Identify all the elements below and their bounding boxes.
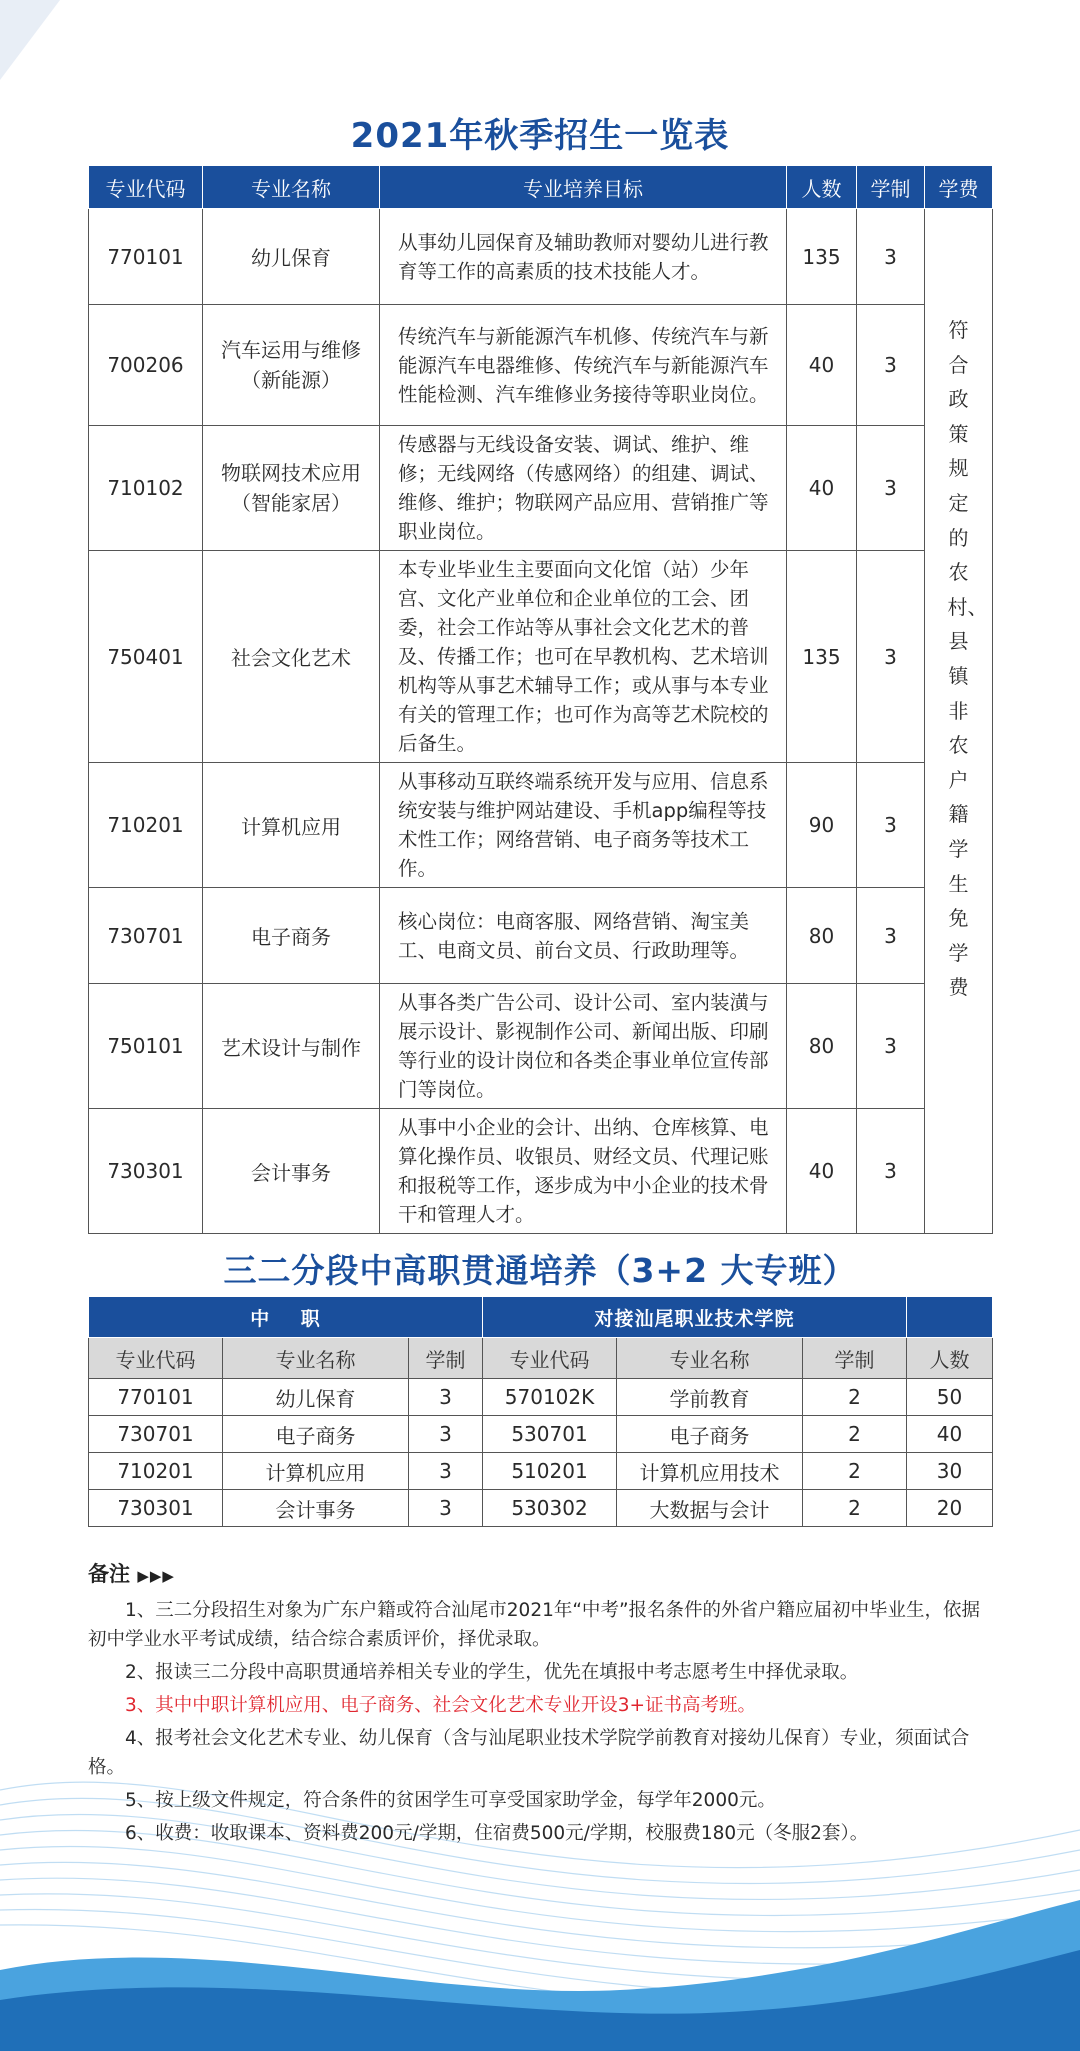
cell: 510201: [483, 1453, 617, 1490]
notes-heading: [88, 1558, 992, 1588]
cell: 3: [409, 1379, 483, 1416]
header-college-code: 专业代码: [483, 1338, 617, 1379]
cell: 3: [409, 1490, 483, 1527]
table-row: [89, 888, 993, 984]
major-count: 80: [787, 984, 857, 1109]
cell: 计算机应用技术: [617, 1453, 803, 1490]
major-count: 40: [787, 1109, 857, 1234]
major-count: 135: [787, 551, 857, 763]
cell: 730301: [89, 1490, 223, 1527]
major-years: 3: [857, 763, 925, 888]
cell: 570102K: [483, 1379, 617, 1416]
major-count: 80: [787, 888, 857, 984]
cell: 2: [803, 1490, 907, 1527]
fee-policy-cell: [925, 209, 993, 1234]
major-years: 3: [857, 888, 925, 984]
major-years: 3: [857, 984, 925, 1109]
group-blank: [907, 1297, 993, 1338]
major-code: 730701: [89, 888, 203, 984]
major-code: 700206: [89, 305, 203, 426]
note-item-1: 1、三二分段招生对象为广东户籍或符合汕尾市2021年“中考”报名条件的外省户籍应届初中毕业生，依据初中学业水平考试成绩，结合综合素质评价，择优录取。: [88, 1600, 981, 1650]
major-name: 艺术设计与制作: [203, 984, 380, 1109]
enrollment-table: [88, 165, 993, 1234]
table-row: [89, 209, 993, 305]
major-goal: 从事移动互联终端系统开发与应用、信息系统安装与维护网站建设、手机app编程等技术性工作；网络营销、电子商务等技术工作。: [380, 763, 787, 888]
major-count: 40: [787, 426, 857, 551]
major-code: 770101: [89, 209, 203, 305]
notes-title: 备注: [88, 1562, 130, 1586]
cell: 730701: [89, 1416, 223, 1453]
header-count: 人数: [787, 166, 857, 209]
major-years: 3: [857, 426, 925, 551]
major-code: 730301: [89, 1109, 203, 1234]
table-row: [89, 1109, 993, 1234]
major-code: 710102: [89, 426, 203, 551]
table-row: [89, 551, 993, 763]
table-row: [89, 426, 993, 551]
major-code: 710201: [89, 763, 203, 888]
header-college-years: 学制: [803, 1338, 907, 1379]
major-code: 750401: [89, 551, 203, 763]
enrollment-table-header: [89, 166, 993, 209]
header-college-name: 专业名称: [617, 1338, 803, 1379]
major-name: 汽车运用与维修（新能源）: [203, 305, 380, 426]
three-two-program-table: [88, 1296, 993, 1527]
note-item-3: 3、其中中职计算机应用、电子商务、社会文化艺术专业开设3+证书高考班。: [125, 1695, 757, 1716]
table-row: [89, 1416, 993, 1453]
notes-section: [88, 1558, 992, 1852]
major-goal: 从事中小企业的会计、出纳、仓库核算、电算化操作员、收银员、财经文员、代理记账和报税等工作，逐步成为中小企业的技术骨干和管理人才。: [380, 1109, 787, 1234]
cell: 40: [907, 1416, 993, 1453]
header-code: 专业代码: [89, 1338, 223, 1379]
cell: 2: [803, 1416, 907, 1453]
major-code: 750101: [89, 984, 203, 1109]
header-fee: 学费: [925, 166, 993, 209]
major-count: 90: [787, 763, 857, 888]
cell: 大数据与会计: [617, 1490, 803, 1527]
major-name: 社会文化艺术: [203, 551, 380, 763]
major-count: 40: [787, 305, 857, 426]
cell: 770101: [89, 1379, 223, 1416]
sub-header-row: [89, 1338, 993, 1379]
page-title: 2021年秋季招生一览表: [350, 116, 730, 156]
major-goal: 核心岗位：电商客服、网络营销、淘宝美工、电商文员、前台文员、行政助理等。: [380, 888, 787, 984]
cell: 会计事务: [223, 1490, 409, 1527]
major-years: 3: [857, 1109, 925, 1234]
cell: 530302: [483, 1490, 617, 1527]
major-name: 会计事务: [203, 1109, 380, 1234]
cell: 2: [803, 1453, 907, 1490]
cell: 电子商务: [617, 1416, 803, 1453]
major-name: 幼儿保育: [203, 209, 380, 305]
header-years: 学制: [857, 166, 925, 209]
major-goal: 传感器与无线设备安装、调试、维护、维修；无线网络（传感网络）的组建、调试、维修、维护；物联网产品应用、营销推广等职业岗位。: [380, 426, 787, 551]
table-row: [89, 305, 993, 426]
note-item-5: 5、按上级文件规定，符合条件的贫困学生可享受国家助学金，每学年2000元。: [125, 1790, 776, 1811]
header-count: 人数: [907, 1338, 993, 1379]
table-row: [89, 1453, 993, 1490]
table-row: [89, 1379, 993, 1416]
cell: 20: [907, 1490, 993, 1527]
major-years: 3: [857, 209, 925, 305]
cell: 电子商务: [223, 1416, 409, 1453]
header-code: 专业代码: [89, 166, 203, 209]
major-count: 135: [787, 209, 857, 305]
cell: 幼儿保育: [223, 1379, 409, 1416]
cell: 30: [907, 1453, 993, 1490]
section-title-3plus2: 三二分段中高职贯通培养（3+2 大专班）: [223, 1251, 857, 1290]
major-years: 3: [857, 305, 925, 426]
table-row: [89, 763, 993, 888]
major-name: 物联网技术应用（智能家居）: [203, 426, 380, 551]
cell: 530701: [483, 1416, 617, 1453]
fee-policy-text: 符合政策规定的农村、县镇非农户籍学生免学费: [947, 318, 988, 1000]
cell: 50: [907, 1379, 993, 1416]
header-name: 专业名称: [223, 1338, 409, 1379]
header-name: 专业名称: [203, 166, 380, 209]
cell: 3: [409, 1416, 483, 1453]
header-goal: 专业培养目标: [380, 166, 787, 209]
major-name: 电子商务: [203, 888, 380, 984]
cell: 2: [803, 1379, 907, 1416]
major-name: 计算机应用: [203, 763, 380, 888]
cell: 计算机应用: [223, 1453, 409, 1490]
group-partner-college: 对接汕尾职业技术学院: [483, 1297, 907, 1338]
cell: 学前教育: [617, 1379, 803, 1416]
header-years: 学制: [409, 1338, 483, 1379]
table-row: [89, 1490, 993, 1527]
major-goal: 从事幼儿园保育及辅助教师对婴幼儿进行教育等工作的高素质的技术技能人才。: [380, 209, 787, 305]
cell: 710201: [89, 1453, 223, 1490]
major-goal: 传统汽车与新能源汽车机修、传统汽车与新能源汽车电器维修、传统汽车与新能源汽车性能检测、汽车维修业务接待等职业岗位。: [380, 305, 787, 426]
arrows-icon: ▶▶▶: [137, 1567, 175, 1585]
group-header-row: [89, 1297, 993, 1338]
cell: 3: [409, 1453, 483, 1490]
note-item-2: 2、报读三二分段中高职贯通培养相关专业的学生，优先在填报中考志愿考生中择优录取。: [125, 1662, 859, 1683]
major-goal: 从事各类广告公司、设计公司、室内装潢与展示设计、影视制作公司、新闻出版、印刷等行业的设计岗位和各类企事业单位宣传部门等岗位。: [380, 984, 787, 1109]
major-years: 3: [857, 551, 925, 763]
table-row: [89, 984, 993, 1109]
note-item-6: 6、收费：收取课本、资料费200元/学期，住宿费500元/学期，校服费180元（冬服2套）。: [125, 1823, 869, 1844]
major-goal: 本专业毕业生主要面向文化馆（站）少年宫、文化产业单位和企业单位的工会、团委，社会工作站等从事社会文化艺术的普及、传播工作；也可在早教机构、艺术培训机构等从事艺术辅导工作；或从事与本专业有关的管理工作；也可作为高等艺术院校的后备生。: [380, 551, 787, 763]
group-secondary-vocational: 中 职: [89, 1297, 483, 1338]
note-item-4: 4、报考社会文化艺术专业、幼儿保育（含与汕尾职业技术学院学前教育对接幼儿保育）专业，须面试合格。: [88, 1728, 970, 1778]
